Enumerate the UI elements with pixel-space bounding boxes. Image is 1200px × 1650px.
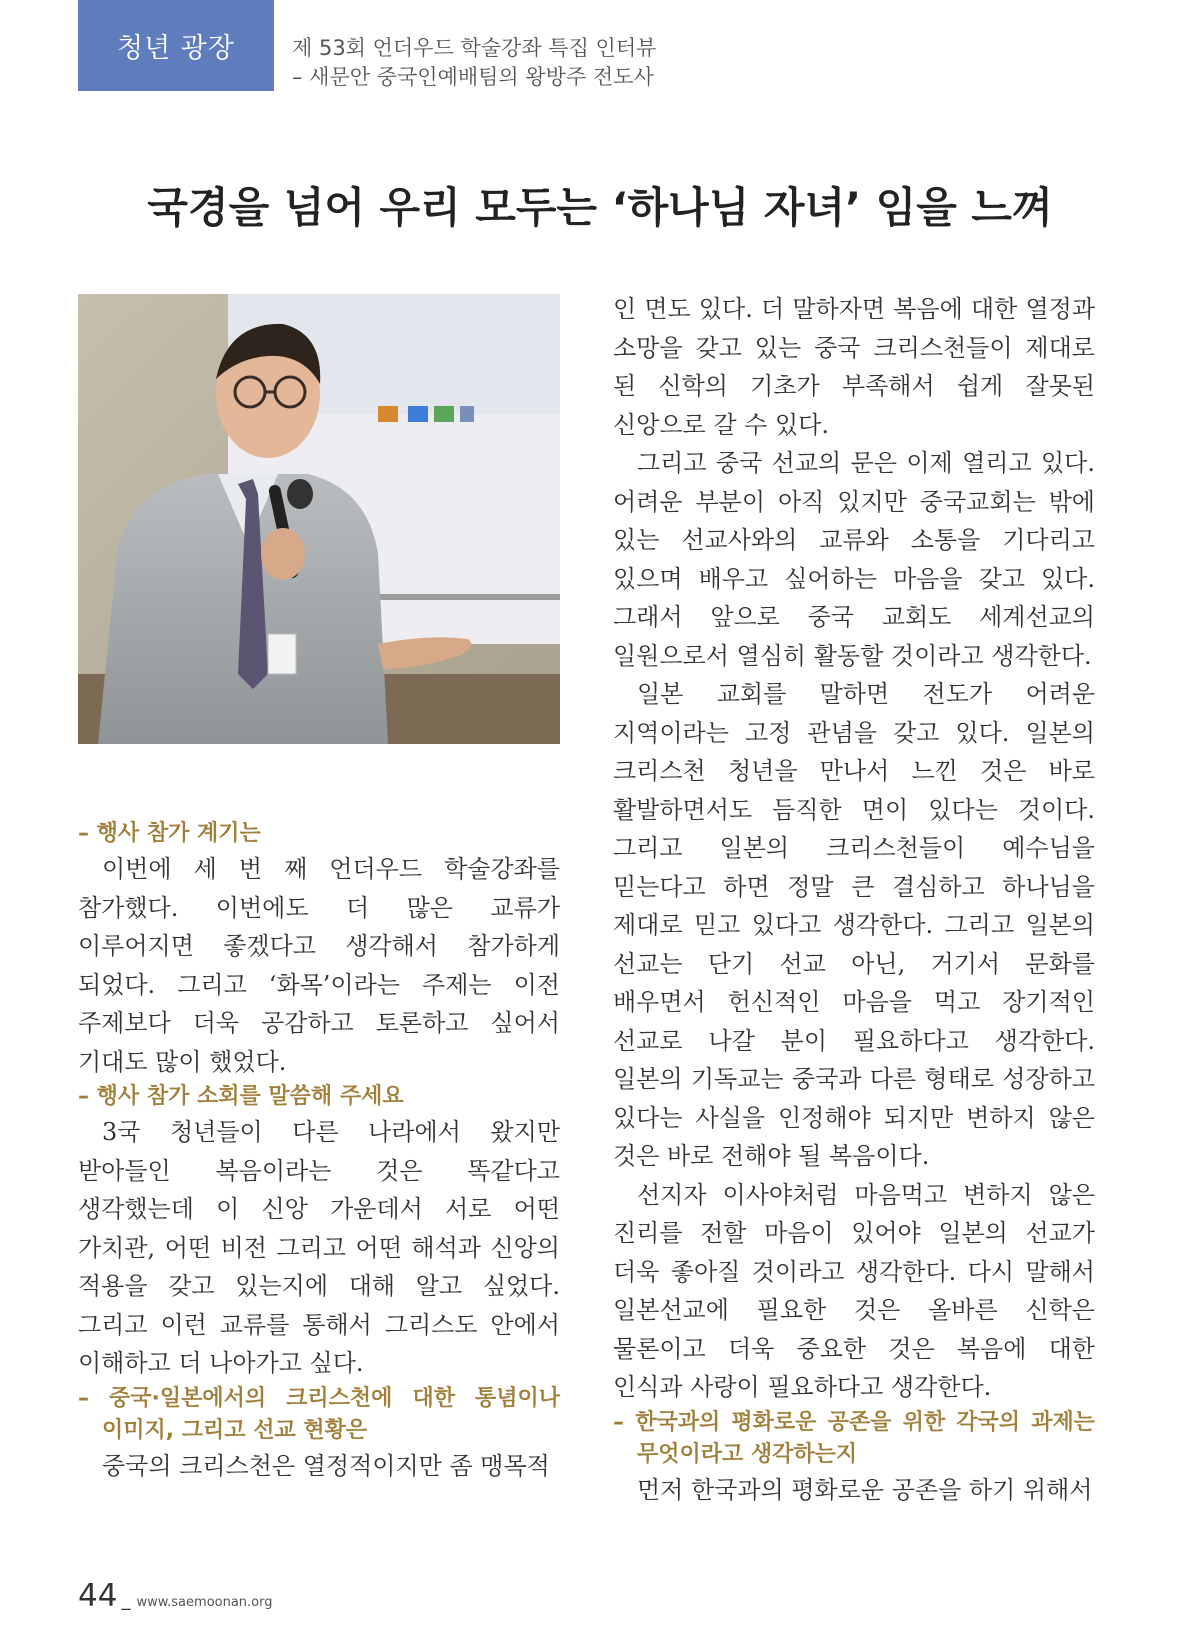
body-paragraph: 그리고 중국 선교의 문은 이제 열리고 있다. 어려운 부분이 아직 있지만 중국교회는 밖에 있는 선교사와의 교류와 소통을 기다리고 있으며 배우고 싶어하는 마음을 갖고 있다. 그래서 앞으로 중국 교회도 세계선교의 일원으로서 열심히 활동할 것이라고 생각한다. [613, 449, 1095, 670]
question-heading: – 한국과의 평화로운 공존을 위한 각국의 과제는 무엇이라고 생각하는지 [613, 1409, 1095, 1467]
article-headline: 국경을 넘어 우리 모두는 ‘하나님 자녀’ 임을 느껴 [147, 183, 1053, 232]
answer-paragraph: 이번에 세 번 째 언더우드 학술강좌를 참가했다. 이번에도 더 많은 교류가 이루어지면 좋겠다고 생각해서 참가하게 되었다. 그리고 ‘화목’이라는 주제는 이전 주제보다 더욱 공감하고 토론하고 싶어서 기대도 많이 했었다. [78, 855, 560, 1076]
question-heading: – 행사 참가 소회를 말씀해 주세요 [78, 1084, 404, 1109]
left-column [78, 818, 560, 1485]
footer-separator: _ [121, 1590, 131, 1611]
question-heading: – 행사 참가 계기는 [78, 821, 261, 846]
subtitle-line-1: 제 53회 언더우드 학술강좌 특집 인터뷰 [292, 36, 657, 60]
speaker-photo-illustration [78, 294, 560, 744]
answer-paragraph: 3국 청년들이 다른 나라에서 왔지만 받아들인 복음이라는 것은 똑같다고 생각했는데 이 신앙 가운데서 서로 어떤 가치관, 어떤 비전 그리고 어떤 해석과 신앙의 적용을 갖고 있는지에 대해 알고 싶었다. 그리고 이런 교류를 통해서 그리스도 안에서 이해하고 더 나아가고 싶다. [78, 1118, 560, 1377]
section-tab-label: 청년 광장 [117, 33, 235, 64]
website-link[interactable]: www.saemoonan.org [136, 1595, 273, 1610]
body-paragraph: 인 면도 있다. 더 말하자면 복음에 대한 열정과 소망을 갖고 있는 중국 크리스천들이 제대로 된 신학의 기초가 부족해서 쉽게 잘못된 신앙으로 갈 수 있다. [613, 295, 1095, 439]
section-tab [78, 0, 274, 91]
subtitle-line-2: – 새문안 중국인예배팀의 왕방주 전도사 [292, 65, 654, 89]
answer-paragraph: 중국의 크리스천은 열정적이지만 좀 맹목적 [102, 1451, 550, 1480]
page-number: 44 [78, 1578, 118, 1614]
body-paragraph: 선지자 이사야처럼 마음먹고 변하지 않은 진리를 전할 마음이 있어야 일본의 선교가 더욱 좋아질 것이라고 생각한다. 다시 말해서 일본선교에 필요한 것은 올바른 신학은 물론이고 더욱 중요한 것은 복음에 대한 인식과 사랑이 필요하다고 생각한다. [613, 1180, 1095, 1401]
right-column [613, 290, 1095, 1509]
body-paragraph: 일본 교회를 말하면 전도가 어려운 지역이라는 고정 관념을 갖고 있다. 일본의 크리스천 청년을 만나서 느낀 것은 바로 활발하면서도 듬직한 면이 있다는 것이다. 그리고 일본의 크리스천들이 예수님을 믿는다고 하면 정말 큰 결심하고 하나님을 제대로 믿고 있다고 생각한다. 그리고 일본의 선교는 단기 선교 아닌, 거기서 문화를 배우면서 헌신적인 마음을 먹고 장기적인 선교로 나갈 분이 필요하다고 생각한다. 일본의 기독교는 중국과 다른 형태로 성장하고 있다는 사실을 인정해야 되지만 변하지 않은 것은 바로 전해야 될 복음이다. [613, 680, 1095, 1170]
answer-paragraph: 먼저 한국과의 평화로운 공존을 하기 위해서 [637, 1475, 1093, 1504]
header-subtitle [292, 34, 656, 92]
page-footer [78, 1578, 273, 1614]
question-heading: – 중국·일본에서의 크리스천에 대한 통념이나 이미지, 그리고 선교 현황은 [78, 1385, 560, 1443]
speaker-photo [78, 294, 560, 744]
